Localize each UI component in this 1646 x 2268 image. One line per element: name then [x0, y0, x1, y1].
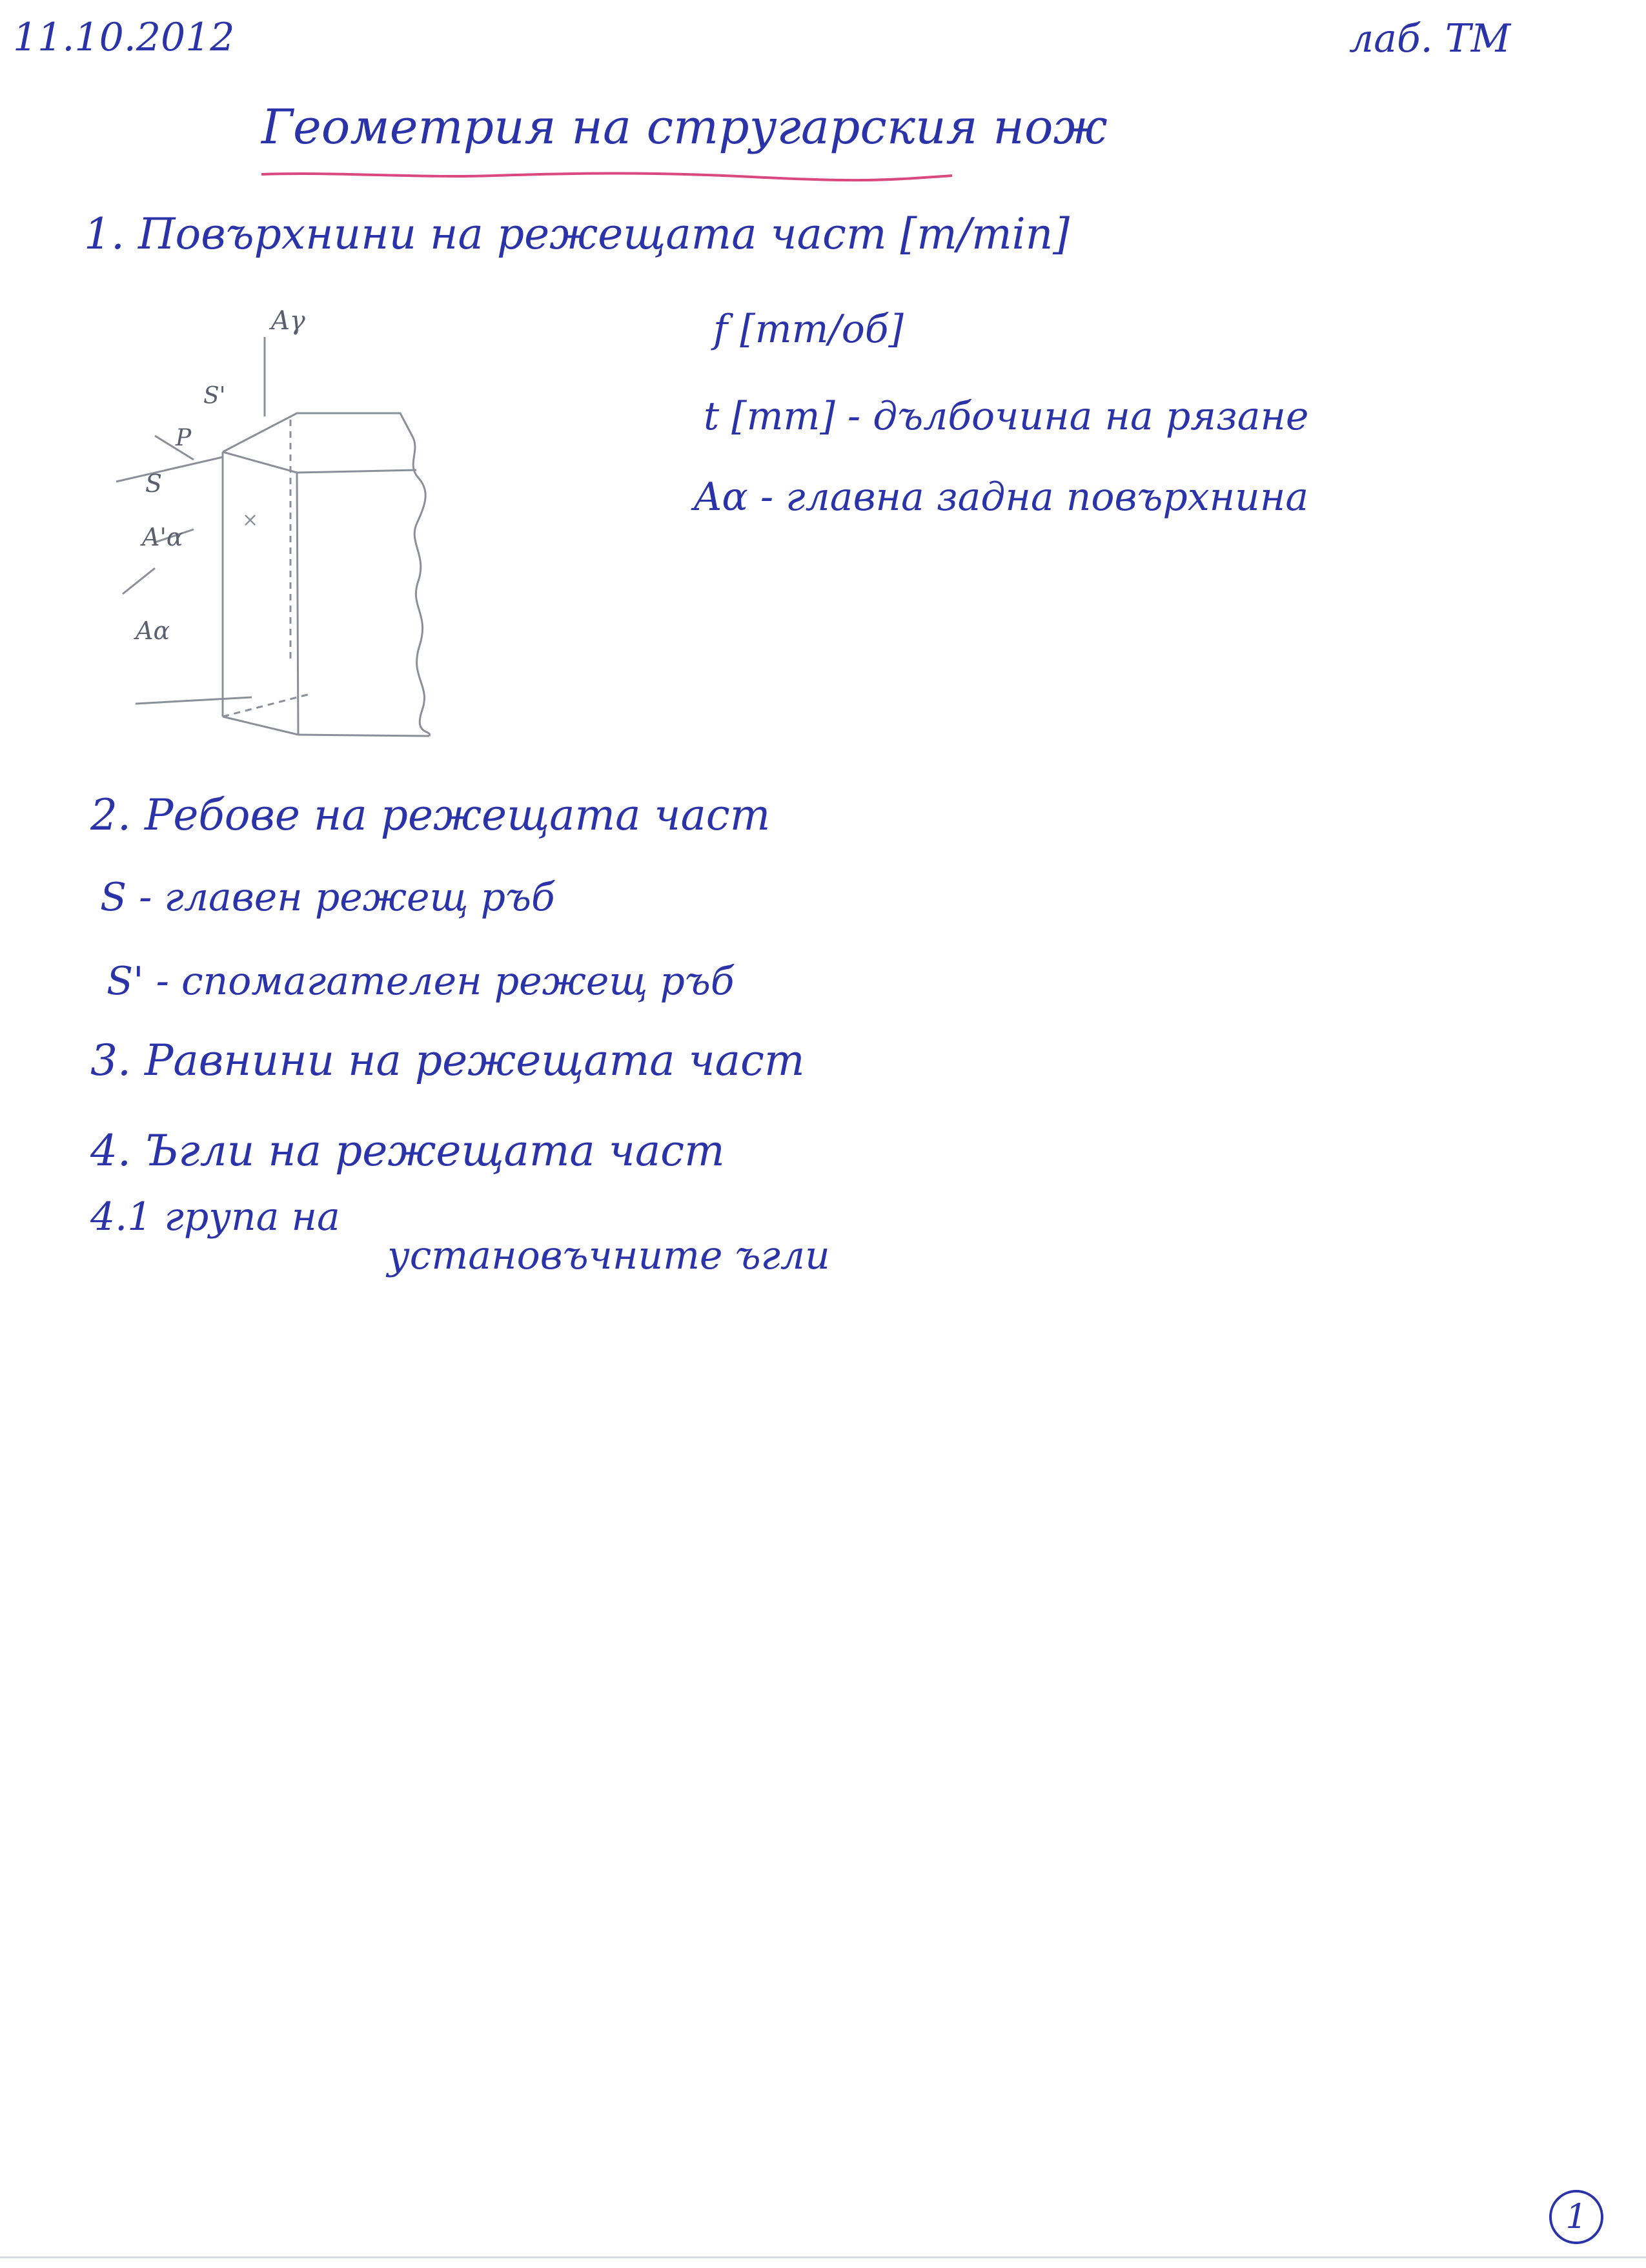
- aux-edge-line: S' - спомагателен режещ ръб: [107, 959, 735, 1004]
- section-4-1-prefix: 4.1 група на: [90, 1194, 340, 1240]
- depth-line: t [mm] - дълбочина на рязане: [704, 394, 1309, 439]
- cutting-tool-diagram: [116, 306, 478, 762]
- main-edge-line: S - главен режещ ръб: [100, 875, 555, 920]
- section-4-heading: 4. Ъгли на режещата част: [90, 1126, 725, 1176]
- diagram-cross-mark: ×: [242, 509, 259, 531]
- lab-label: лаб. ТМ: [1349, 16, 1511, 61]
- title-underline: [261, 169, 952, 183]
- diagram-label-s: S: [145, 469, 163, 498]
- diagram-label-a-alpha: Aα: [136, 617, 170, 645]
- diagram-label-p: P: [176, 425, 192, 451]
- date: 11.10.2012: [13, 15, 235, 60]
- diagram-label-a-gamma: Aγ: [271, 306, 305, 336]
- flank-line: Aα - главна задна повърхнина: [694, 475, 1309, 520]
- page-bottom-edge: [0, 2256, 1646, 2258]
- section-1-heading: 1. Повърхнини на режещата част [m/min]: [84, 209, 1070, 259]
- diagram-label-s-prime: S': [203, 383, 226, 409]
- feed-line: f [mm/об]: [713, 307, 904, 352]
- page-number: 1: [1549, 2190, 1603, 2244]
- section-3-heading: 3. Равнини на режещата част: [90, 1036, 805, 1085]
- section-4-1-suffix: установъчните ъгли: [387, 1233, 830, 1278]
- page-title: Геометрия на стругарския нож: [261, 99, 1108, 155]
- diagram-label-a-alpha-prime: A'α: [142, 523, 183, 551]
- section-2-heading: 2. Ребове на режещата част: [90, 790, 771, 840]
